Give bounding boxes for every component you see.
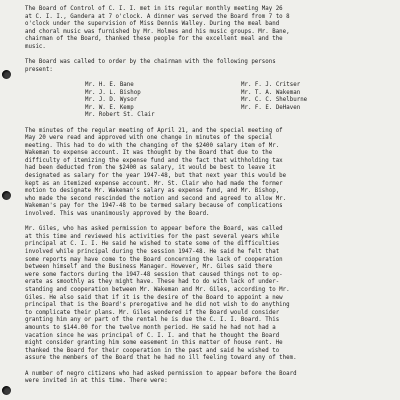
- document-body: [25, 6, 397, 386]
- text-line: vacation since he was principal of C. I. I. and that he thought the Board: [25, 332, 280, 339]
- text-line: music.: [25, 43, 46, 50]
- punch-hole: [2, 386, 11, 395]
- member-name: Mr. C. C. Shelburne: [241, 97, 308, 104]
- paragraph: [25, 6, 397, 52]
- member-name: Mr. F. J. Critser: [241, 81, 301, 88]
- members-list: [25, 82, 397, 120]
- text-line: assure the members of the Board that he had no ill feeling toward any of them.: [25, 355, 297, 362]
- text-line: A number of negro citizens who had asked permission to appear before the Board: [25, 370, 297, 377]
- text-line: May 20 were read and approved with one change in minutes of the special: [25, 135, 273, 142]
- text-line: granting him any or part of the rental he is due the C. I. I. Board. This: [25, 317, 280, 324]
- text-line: chairman of the Board, thanked these people for the excellent meal and the: [25, 36, 283, 43]
- members-column: [241, 82, 397, 120]
- text-line: involved. This was unanimously approved by the Board.: [25, 211, 210, 218]
- text-line: Giles. He also said that if it is the desire of the Board to appoint a new: [25, 294, 283, 301]
- text-line: designated as salary for the year 1947-48, but that next year this would be: [25, 173, 287, 180]
- text-line: present:: [25, 66, 53, 73]
- member-name: Mr. Robert St. Clair: [85, 112, 155, 119]
- member-name: Mr. J. D. Wysor: [85, 97, 138, 104]
- text-line: difficulty of itemizing the expense fund and the fact that withholding tax: [25, 157, 283, 164]
- text-line: principal at C. I. I. He said he wished to state some of the difficulties: [25, 241, 280, 248]
- text-line: Mr. Giles, who has asked permission to appear before the Board, was called: [25, 226, 283, 233]
- text-line: The Board was called to order by the chairman with the following persons: [25, 59, 276, 66]
- text-line: and choral music was furnished by Mr. Holmes and his music groups. Mr. Bane,: [25, 28, 290, 35]
- paragraph: [25, 128, 397, 219]
- text-line: were some factors during the 1947-48 session that caused things not to op-: [25, 271, 283, 278]
- text-line: thanked the Board for their cooperation in the past and said he wished to: [25, 347, 280, 354]
- text-line: amounts to $144.00 for the twelve month period. He said he had not had a: [25, 324, 276, 331]
- punch-hole: [2, 70, 11, 79]
- text-line: motion to designate Mr. Wakeman's salary as expense fund, and Mr. Bishop,: [25, 188, 280, 195]
- member-name: Mr. F. E. DeHaven: [241, 104, 301, 111]
- text-line: at C. I. I., Gandera at 7 o'clock. A dinner was served the Board from 7 to 8: [25, 13, 290, 20]
- members-column: [85, 82, 241, 120]
- text-line: involved while principal during the session 1947-48. He said he felt that: [25, 249, 280, 255]
- member-name: Mr. W. E. Kemp: [85, 104, 134, 111]
- text-line: meeting. This had to do with the changing of the $2400 salary item of Mr.: [25, 142, 280, 149]
- text-line: to complicate their plans. Mr. Giles wondered if the Board would consider: [25, 309, 280, 316]
- paragraph: [25, 59, 397, 74]
- text-line: between himself and the Business Manager. However, Mr. Giles said there: [25, 264, 273, 271]
- text-line: were invited in at this time. There were:: [25, 378, 168, 385]
- text-line: standing and cooperation between Mr. Wakeman and Mr. Giles, according to Mr.: [25, 286, 290, 293]
- text-line: kept as an itemized expense account. Mr. St. Clair who had made the former: [25, 180, 283, 187]
- member-name: Mr. H. E. Bane: [85, 81, 134, 88]
- text-line: some reports may have come to the Board concerning the lack of cooperation: [25, 256, 283, 263]
- text-line: had been deducted from the $2400 as salary, it would be best to leave it: [25, 165, 276, 172]
- member-name: Mr. J. L. Bishop: [85, 89, 141, 96]
- text-line: at this time and reviewed his activities for the past several years while: [25, 233, 280, 240]
- text-line: principal that is the Board's prerogative and he did not wish to do anything: [25, 302, 290, 309]
- paragraph: [25, 371, 397, 386]
- text-line: who made the second rescinded the motion and second and agreed to allow Mr.: [25, 195, 287, 202]
- text-line: The Board of Control of C. I. I. met in its regular monthly meeting May 26: [25, 6, 283, 12]
- text-line: might consider granting him some easement in this matter of house rent. He: [25, 340, 283, 347]
- text-line: The minutes of the regular meeting of April 21, and the special meeting of: [25, 127, 283, 134]
- text-line: erate as smoothly as they might have. These had to do with lack of under-: [25, 279, 280, 286]
- text-line: o'clock under the supervision of Miss Dennis Walley. During the meal band: [25, 21, 280, 28]
- text-line: Wakeman's pay for the 1947-48 to be termed salary because of complications: [25, 203, 283, 210]
- member-name: Mr. T. A. Wakeman: [241, 89, 301, 96]
- text-line: Wakeman to expense account. It was thought by the Board that due to the: [25, 150, 273, 157]
- paragraph: [25, 226, 397, 363]
- punch-hole: [2, 191, 11, 200]
